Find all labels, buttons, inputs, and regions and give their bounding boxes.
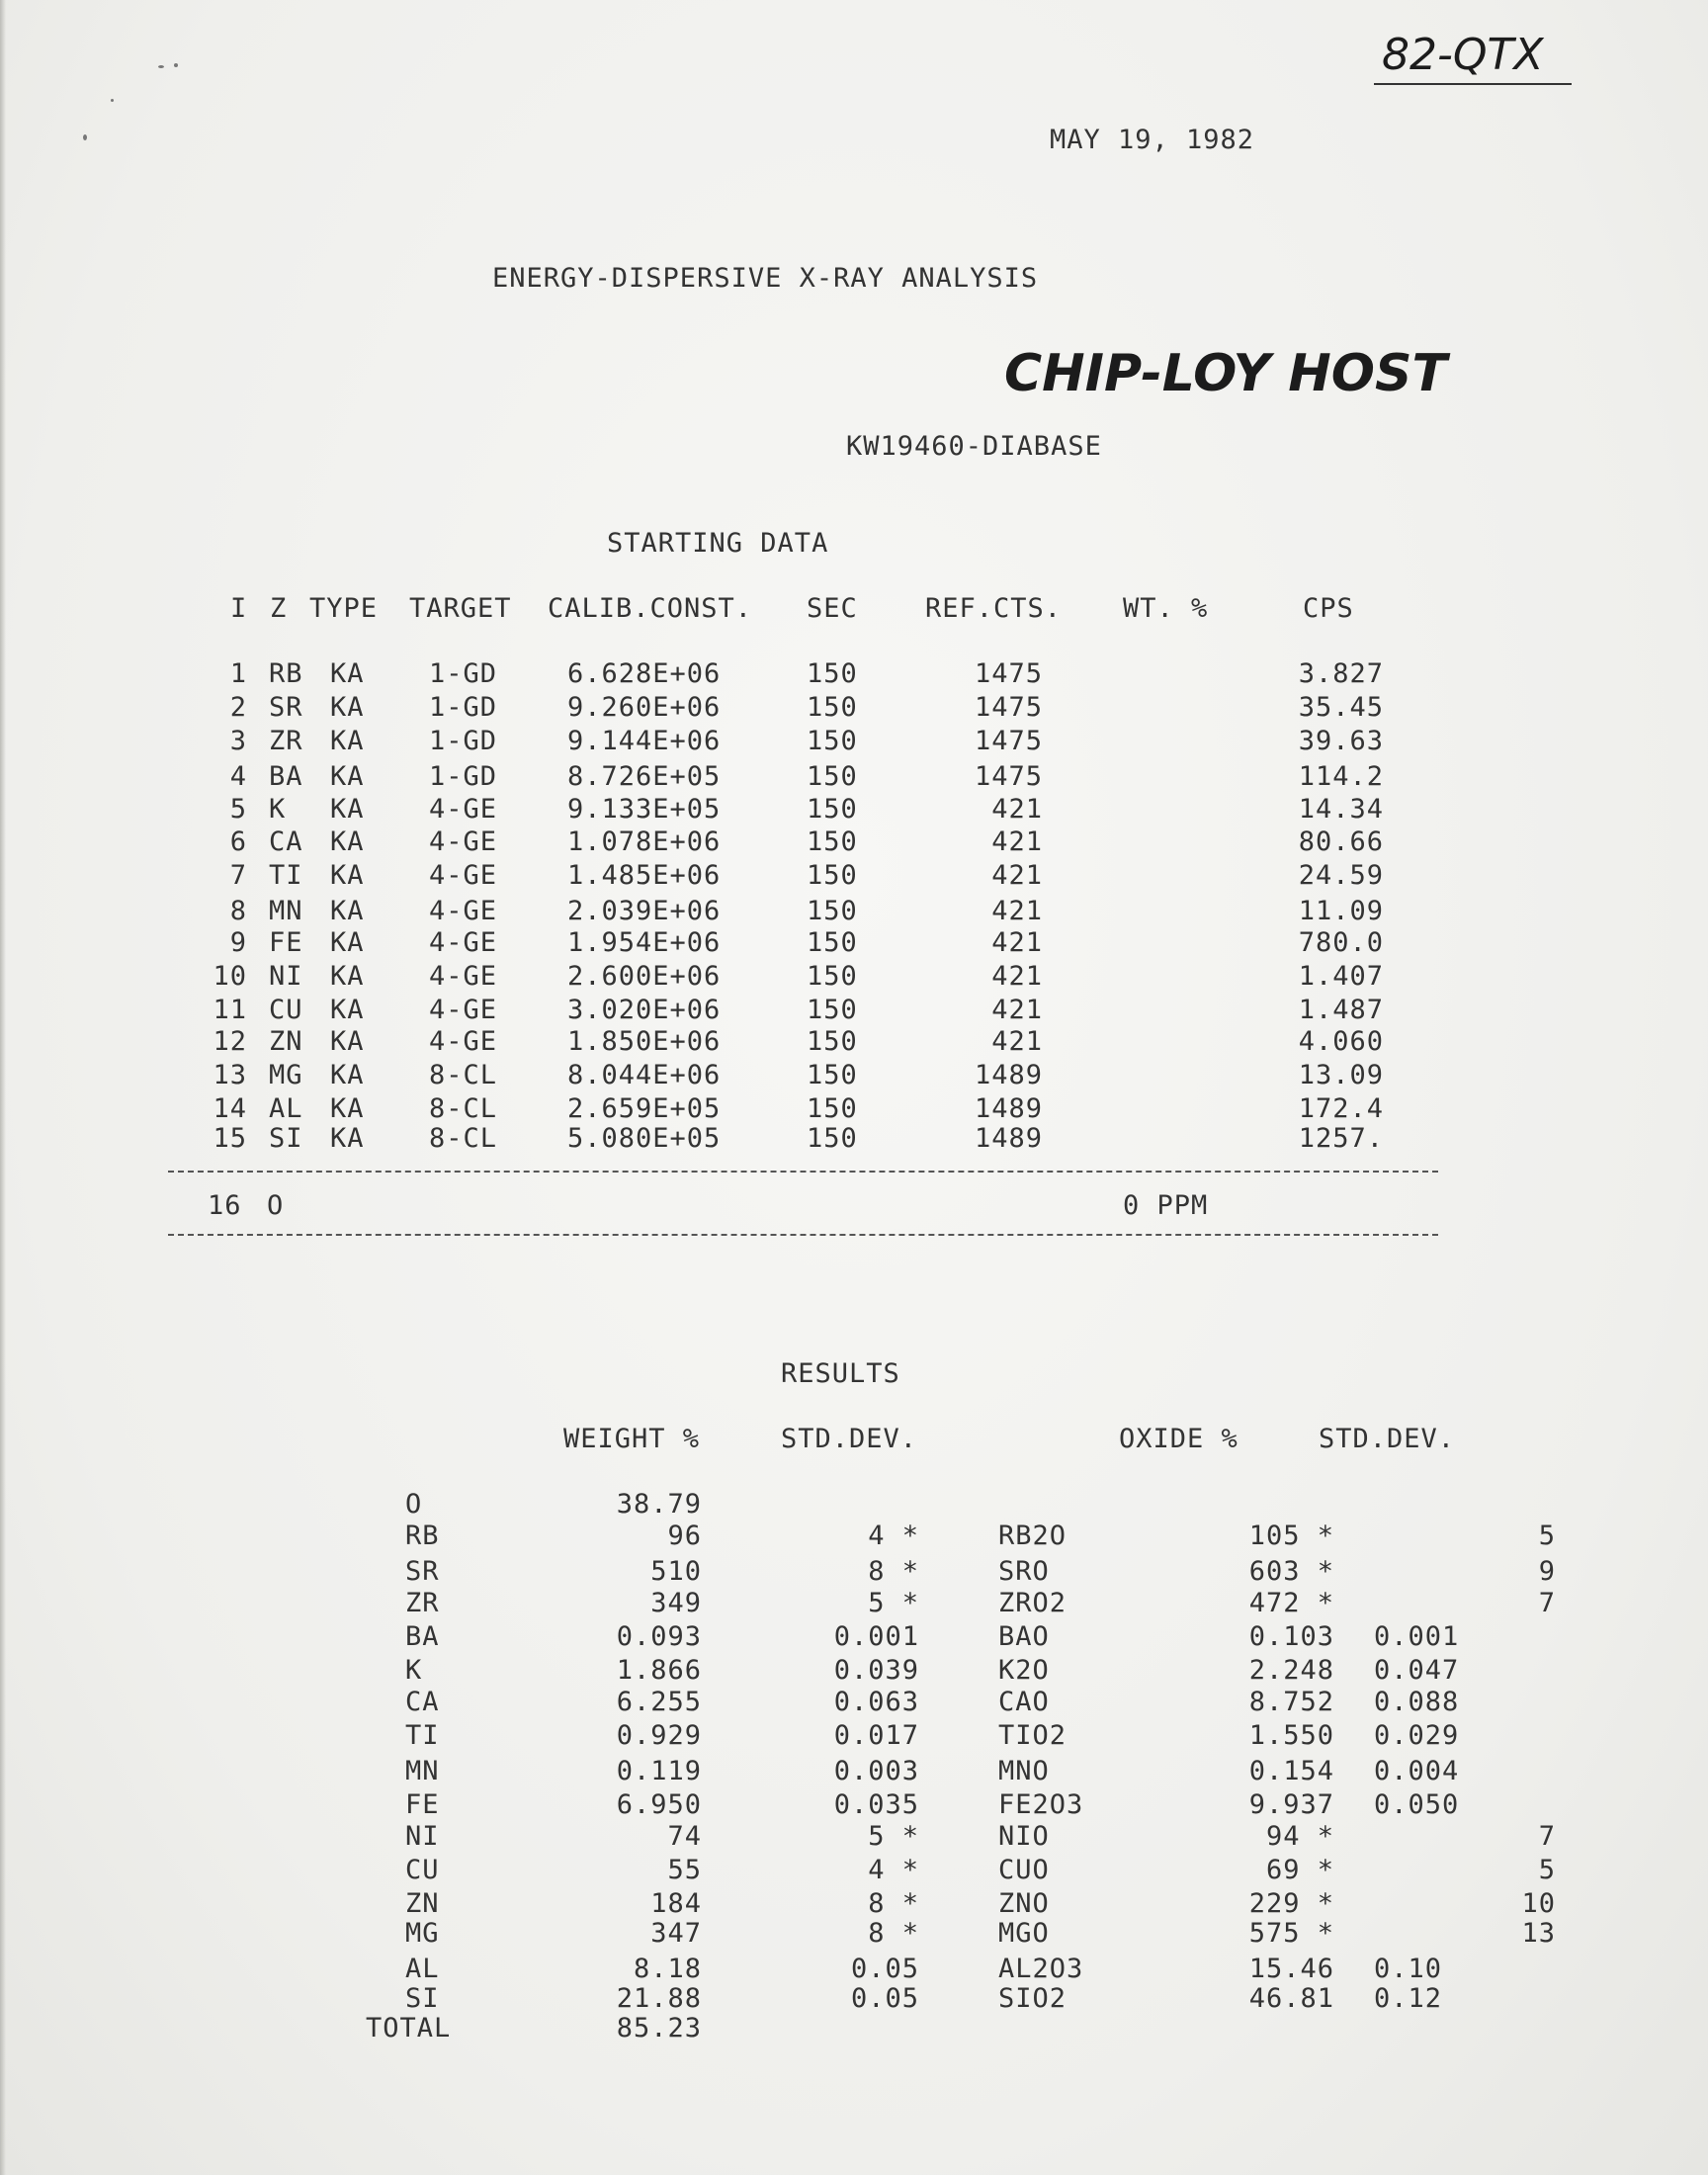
row-target: 8-CL [429, 1060, 498, 1090]
row-index: 6 [229, 826, 247, 857]
row-cps: 39.63 [1298, 726, 1384, 756]
row-ref-cts: 421 [991, 826, 1043, 857]
row-sec: 150 [807, 1060, 858, 1090]
result-oxide-name: ZRO2 [998, 1588, 1068, 1618]
row-target: 4-GE [429, 826, 498, 857]
row-index: 13 [213, 1060, 247, 1090]
col-header-sec: SEC [807, 593, 858, 624]
result-std-dev: 8 * [868, 1918, 919, 1949]
col-header-z: Z [270, 593, 288, 624]
row-ref-cts: 421 [991, 860, 1043, 891]
row-target: 4-GE [429, 995, 498, 1025]
result-oxide-value: 229 * [1248, 1888, 1334, 1919]
result-std-dev: 0.003 [833, 1756, 919, 1786]
col-header-target: TARGET [409, 593, 512, 624]
row-target: 8-CL [429, 1093, 498, 1124]
result-weight: 55 [667, 1855, 702, 1885]
result-weight: 349 [650, 1588, 702, 1618]
row-element: AL [269, 1093, 303, 1124]
row-cps: 172.4 [1298, 1093, 1384, 1124]
result-weight: 96 [667, 1521, 702, 1551]
result-oxide-std-dev: 10 [1521, 1888, 1556, 1919]
result-oxide-value: 15.46 [1248, 1954, 1334, 1984]
row-element: SI [269, 1123, 303, 1154]
row-cps: 11.09 [1298, 896, 1384, 926]
row-index: 7 [229, 860, 247, 891]
result-oxide-std-dev: 7 [1538, 1588, 1556, 1618]
result-oxide-name: MNO [998, 1756, 1050, 1786]
row-ref-cts: 1489 [974, 1060, 1043, 1090]
row-element: CA [269, 826, 303, 857]
row-type: KA [330, 1093, 365, 1124]
result-weight: 0.929 [616, 1720, 702, 1751]
result-oxide-value: 575 * [1248, 1918, 1334, 1949]
result-element: CA [405, 1687, 440, 1717]
row-sec: 150 [807, 995, 858, 1025]
result-weight: 38.79 [616, 1489, 702, 1520]
result-oxide-value: 1.550 [1248, 1720, 1334, 1751]
result-element: K [405, 1655, 423, 1686]
row-index: 1 [229, 658, 247, 689]
row-element: FE [269, 927, 303, 958]
result-oxide-value: 105 * [1248, 1521, 1334, 1551]
result-oxide-std-dev: 0.12 [1374, 1983, 1443, 2014]
result-oxide-std-dev: 7 [1538, 1821, 1556, 1852]
row-calib-const: 1.078E+06 [567, 826, 722, 857]
row-ref-cts: 1475 [974, 658, 1043, 689]
col-header-i: I [230, 593, 248, 624]
row-calib-const: 1.485E+06 [567, 860, 722, 891]
row-sec: 150 [807, 692, 858, 723]
row-calib-const: 9.260E+06 [567, 692, 722, 723]
result-element: TI [405, 1720, 440, 1751]
row-cps: 3.827 [1298, 658, 1384, 689]
result-weight: 184 [650, 1888, 702, 1919]
row-calib-const: 8.044E+06 [567, 1060, 722, 1090]
result-oxide-std-dev: 0.047 [1374, 1655, 1460, 1686]
row-type: KA [330, 692, 365, 723]
row-element: ZN [269, 1026, 303, 1057]
row-index: 2 [229, 692, 247, 723]
result-std-dev: 0.063 [833, 1687, 919, 1717]
row-element: SR [269, 692, 303, 723]
row-target: 4-GE [429, 927, 498, 958]
row-type: KA [330, 896, 365, 926]
row-cps: 4.060 [1298, 1026, 1384, 1057]
row-ref-cts: 421 [991, 1026, 1043, 1057]
row-index: 10 [213, 961, 247, 992]
row-target: 1-GD [429, 726, 498, 756]
row-element: RB [269, 658, 303, 689]
result-weight: 0.093 [616, 1621, 702, 1652]
row-cps: 35.45 [1298, 692, 1384, 723]
report-title: ENERGY-DISPERSIVE X-RAY ANALYSIS [492, 263, 1039, 294]
col-header-type: TYPE [309, 593, 379, 624]
row-cps: 114.2 [1298, 761, 1384, 792]
row-sec: 150 [807, 1026, 858, 1057]
row-element: MG [269, 1060, 303, 1090]
row-target: 1-GD [429, 761, 498, 792]
scan-speck [174, 63, 178, 67]
result-oxide-name: TIO2 [998, 1720, 1068, 1751]
scan-speck [111, 99, 114, 102]
result-element: BA [405, 1621, 440, 1652]
row-type: KA [330, 761, 365, 792]
starting-data-heading: STARTING DATA [607, 528, 829, 559]
result-weight: 8.18 [633, 1954, 702, 1984]
handwritten-doc-code: 82-QTX [1382, 30, 1544, 80]
row-cps: 1.407 [1298, 961, 1384, 992]
result-std-dev: 0.05 [850, 1983, 919, 2014]
result-oxide-std-dev: 13 [1521, 1918, 1556, 1949]
row-target: 4-GE [429, 860, 498, 891]
result-oxide-value: 0.103 [1248, 1621, 1334, 1652]
result-element: AL [405, 1954, 440, 1984]
result-element: FE [405, 1789, 440, 1820]
row-target: 1-GD [429, 658, 498, 689]
col-header-calib: CALIB.CONST. [548, 593, 753, 624]
row-type: KA [330, 961, 365, 992]
row-index: 9 [229, 927, 247, 958]
row-ref-cts: 421 [991, 961, 1043, 992]
row-calib-const: 6.628E+06 [567, 658, 722, 689]
result-element: CU [405, 1855, 440, 1885]
handwritten-underline [1374, 83, 1572, 85]
row-cps: 1.487 [1298, 995, 1384, 1025]
result-oxide-value: 69 * [1265, 1855, 1334, 1885]
result-oxide-name: SRO [998, 1556, 1050, 1587]
row-element: MN [269, 896, 303, 926]
row-sec: 150 [807, 961, 858, 992]
result-element: SI [405, 1983, 440, 2014]
result-std-dev: 0.001 [833, 1621, 919, 1652]
result-oxide-value: 603 * [1248, 1556, 1334, 1587]
row-index: 8 [229, 896, 247, 926]
row-sec: 150 [807, 794, 858, 825]
result-std-dev: 5 * [868, 1588, 919, 1618]
result-oxide-name: BAO [998, 1621, 1050, 1652]
row-element: CU [269, 995, 303, 1025]
row-type: KA [330, 927, 365, 958]
row-index: 15 [213, 1123, 247, 1154]
row-cps: 780.0 [1298, 927, 1384, 958]
row-index: 4 [229, 761, 247, 792]
row-element: BA [269, 761, 303, 792]
results-col-oxide-std-dev: STD.DEV. [1319, 1424, 1456, 1454]
row-cps: 13.09 [1298, 1060, 1384, 1090]
result-element: MG [405, 1918, 440, 1949]
page-edge-shadow [0, 0, 6, 2175]
result-oxide-std-dev: 0.10 [1374, 1954, 1443, 1984]
results-col-std-dev: STD.DEV. [781, 1424, 918, 1454]
handwritten-sample-name: CHIP-LOY HOST [1004, 344, 1447, 403]
row-ref-cts: 1489 [974, 1123, 1043, 1154]
result-oxide-value: 0.154 [1248, 1756, 1334, 1786]
row-ref-cts: 1475 [974, 726, 1043, 756]
row-sec: 150 [807, 761, 858, 792]
row-target: 8-CL [429, 1123, 498, 1154]
row-cps: 80.66 [1298, 826, 1384, 857]
total-label: TOTAL [366, 2013, 452, 2044]
row-calib-const: 2.600E+06 [567, 961, 722, 992]
result-oxide-name: CAO [998, 1687, 1050, 1717]
result-oxide-value: 8.752 [1248, 1687, 1334, 1717]
sample-id: KW19460-DIABASE [846, 431, 1102, 462]
result-oxide-std-dev: 0.001 [1374, 1621, 1460, 1652]
divider-line [168, 1171, 1438, 1173]
result-element: NI [405, 1821, 440, 1852]
result-std-dev: 5 * [868, 1821, 919, 1852]
row-target: 1-GD [429, 692, 498, 723]
row-ref-cts: 421 [991, 794, 1043, 825]
result-oxide-name: NIO [998, 1821, 1050, 1852]
extra-row-wt: 0 PPM [1123, 1190, 1209, 1221]
row-ref-cts: 1475 [974, 692, 1043, 723]
row-target: 4-GE [429, 961, 498, 992]
result-weight: 347 [650, 1918, 702, 1949]
row-ref-cts: 421 [991, 896, 1043, 926]
row-sec: 150 [807, 726, 858, 756]
result-oxide-name: FE2O3 [998, 1789, 1084, 1820]
extra-row-index: 16 [208, 1190, 242, 1221]
result-oxide-name: CUO [998, 1855, 1050, 1885]
col-header-cps: CPS [1303, 593, 1354, 624]
row-calib-const: 9.144E+06 [567, 726, 722, 756]
result-oxide-std-dev: 0.004 [1374, 1756, 1460, 1786]
result-oxide-name: RB2O [998, 1521, 1068, 1551]
results-col-weight: WEIGHT % [563, 1424, 701, 1454]
row-calib-const: 5.080E+05 [567, 1123, 722, 1154]
result-weight: 0.119 [616, 1756, 702, 1786]
row-calib-const: 1.850E+06 [567, 1026, 722, 1057]
row-sec: 150 [807, 658, 858, 689]
row-sec: 150 [807, 860, 858, 891]
result-std-dev: 8 * [868, 1888, 919, 1919]
result-weight: 6.950 [616, 1789, 702, 1820]
result-oxide-value: 46.81 [1248, 1983, 1334, 2014]
result-element: ZN [405, 1888, 440, 1919]
result-std-dev: 0.017 [833, 1720, 919, 1751]
row-sec: 150 [807, 826, 858, 857]
row-type: KA [330, 1123, 365, 1154]
result-weight: 6.255 [616, 1687, 702, 1717]
row-ref-cts: 1489 [974, 1093, 1043, 1124]
row-index: 14 [213, 1093, 247, 1124]
scan-speck [158, 65, 164, 68]
row-type: KA [330, 995, 365, 1025]
result-oxide-value: 472 * [1248, 1588, 1334, 1618]
result-std-dev: 0.035 [833, 1789, 919, 1820]
row-type: KA [330, 658, 365, 689]
row-cps: 24.59 [1298, 860, 1384, 891]
result-oxide-value: 9.937 [1248, 1789, 1334, 1820]
row-calib-const: 2.659E+05 [567, 1093, 722, 1124]
row-calib-const: 8.726E+05 [567, 761, 722, 792]
results-heading: RESULTS [781, 1358, 900, 1389]
row-type: KA [330, 1026, 365, 1057]
result-oxide-std-dev: 9 [1538, 1556, 1556, 1587]
result-element: RB [405, 1521, 440, 1551]
row-target: 4-GE [429, 794, 498, 825]
result-oxide-name: MGO [998, 1918, 1050, 1949]
row-type: KA [330, 826, 365, 857]
row-index: 3 [229, 726, 247, 756]
result-weight: 510 [650, 1556, 702, 1587]
scan-speck [83, 134, 87, 140]
row-target: 4-GE [429, 1026, 498, 1057]
extra-row-element: O [267, 1190, 285, 1221]
result-oxide-value: 94 * [1265, 1821, 1334, 1852]
row-ref-cts: 421 [991, 927, 1043, 958]
report-date: MAY 19, 1982 [1050, 125, 1255, 155]
row-ref-cts: 421 [991, 995, 1043, 1025]
row-sec: 150 [807, 927, 858, 958]
result-std-dev: 8 * [868, 1556, 919, 1587]
row-index: 12 [213, 1026, 247, 1057]
row-calib-const: 1.954E+06 [567, 927, 722, 958]
row-element: K [269, 794, 287, 825]
row-element: ZR [269, 726, 303, 756]
result-element: O [405, 1489, 423, 1520]
row-element: NI [269, 961, 303, 992]
row-sec: 150 [807, 896, 858, 926]
result-std-dev: 4 * [868, 1521, 919, 1551]
row-calib-const: 9.133E+05 [567, 794, 722, 825]
result-oxide-name: AL2O3 [998, 1954, 1084, 1984]
row-target: 4-GE [429, 896, 498, 926]
results-col-oxide: OXIDE % [1119, 1424, 1238, 1454]
row-type: KA [330, 860, 365, 891]
row-cps: 14.34 [1298, 794, 1384, 825]
result-oxide-value: 2.248 [1248, 1655, 1334, 1686]
row-type: KA [330, 1060, 365, 1090]
row-ref-cts: 1475 [974, 761, 1043, 792]
result-oxide-name: SIO2 [998, 1983, 1068, 2014]
result-weight: 21.88 [616, 1983, 702, 2014]
result-element: MN [405, 1756, 440, 1786]
row-sec: 150 [807, 1093, 858, 1124]
result-std-dev: 0.05 [850, 1954, 919, 1984]
col-header-ref: REF.CTS. [925, 593, 1063, 624]
result-oxide-std-dev: 5 [1538, 1521, 1556, 1551]
row-type: KA [330, 794, 365, 825]
result-oxide-std-dev: 0.088 [1374, 1687, 1460, 1717]
result-oxide-name: K2O [998, 1655, 1050, 1686]
result-oxide-name: ZNO [998, 1888, 1050, 1919]
row-calib-const: 2.039E+06 [567, 896, 722, 926]
row-cps: 1257. [1298, 1123, 1384, 1154]
row-index: 11 [213, 995, 247, 1025]
result-oxide-std-dev: 5 [1538, 1855, 1556, 1885]
col-header-wt: WT. % [1123, 593, 1209, 624]
result-element: SR [405, 1556, 440, 1587]
row-sec: 150 [807, 1123, 858, 1154]
row-type: KA [330, 726, 365, 756]
result-std-dev: 0.039 [833, 1655, 919, 1686]
result-oxide-std-dev: 0.029 [1374, 1720, 1460, 1751]
result-std-dev: 4 * [868, 1855, 919, 1885]
result-oxide-std-dev: 0.050 [1374, 1789, 1460, 1820]
row-element: TI [269, 860, 303, 891]
result-weight: 74 [667, 1821, 702, 1852]
total-value: 85.23 [616, 2013, 702, 2044]
result-weight: 1.866 [616, 1655, 702, 1686]
result-element: ZR [405, 1588, 440, 1618]
row-index: 5 [229, 794, 247, 825]
divider-line [168, 1234, 1438, 1236]
row-calib-const: 3.020E+06 [567, 995, 722, 1025]
